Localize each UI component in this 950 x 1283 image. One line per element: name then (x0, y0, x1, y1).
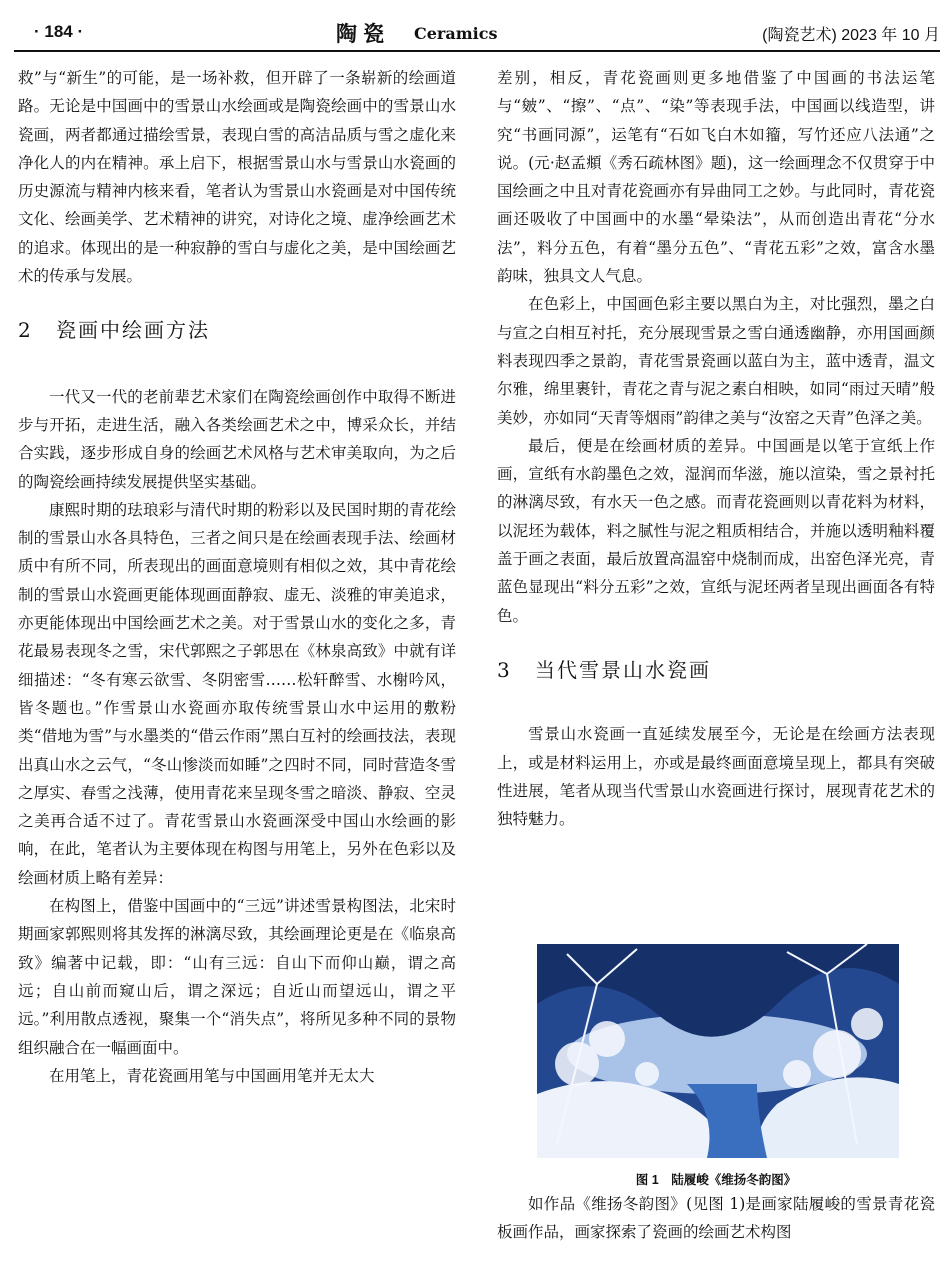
paragraph: 康熙时期的珐琅彩与清代时期的粉彩以及民国时期的青花绘制的雪景山水各具特色，三者之间只是在绘画表现手法、绘画材质中有所不同，所表现出的画面意境则有相似之效，其中青花绘制的雪景山水瓷画更能体现画面静寂、虚无、淡雅的审美追求，亦更能体现出中国绘画艺术之美。对于雪景山水的变化之多，青花最易表现冬之雪，宋代郭熙之子郭思在《林泉高致》中就有详细描述：“冬有寒云欲雪、冬阴密雪……松轩醉雪、水榭吟风，皆冬题也。”作雪景山水瓷画亦取传统雪景山水中运用的敷粉类“借地为雪”与水墨类的“借云作雨”黑白互衬的绘画技法，表现出真山水之云气，“冬山惨淡而如睡”之四时不同，同时营造冬雪之厚实、春雪之浅薄，使用青花来呈现冬雪之暗淡、静寂、空灵之美再合适不过了。青花雪景山水瓷画深受中国山水绘画的影响，在此，笔者认为主要体现在构图与用笔上，另外在色彩以及绘画材质上略有差异： (18, 500, 456, 887)
journal-title-en: Ceramics (414, 24, 498, 43)
section-title: 瓷画中绘画方法 (56, 318, 210, 343)
right-column (497, 64, 935, 833)
paragraph: 在构图上，借鉴中国画中的“三远”讲述雪景构图法，北宋时期画家郭熙则将其发挥的淋漓尽致，其绘画理论更是在《临泉高致》编著中记载，即：“山有三远：自山下而仰山巅，谓之高远；自山前而窥山后，谓之深远；自近山而望远山，谓之平远。”利用散点透视，聚集一个“消失点”，将所见多种不同的景物组织融合在一幅画面中。 (18, 897, 456, 1057)
paragraph: 在用笔上，青花瓷画用笔与中国画用笔并无太大 (49, 1066, 375, 1085)
section-number: 3 (497, 657, 510, 682)
paragraph: 如作品《维扬冬韵图》(见图 1)是画家陆履峻的雪景青花瓷板画作品，画家探索了瓷画的绘画艺术构图 (497, 1195, 935, 1242)
paragraph: 救”与“新生”的可能，是一场补救，但开辟了一条崭新的绘画道路。无论是中国画中的雪景山水绘画或是陶瓷绘画中的雪景山水瓷画，两者都通过描绘雪景，表现白雪的高洁品质与雪之虚化来净化人的内在精神。承上启下，根据雪景山水与雪景山水瓷画的历史源流与精神内核来看，笔者认为雪景山水瓷画是对中国传统文化、绘画美学、艺术精神的讲究，对诗化之境、虚净绘画艺术的追求。体现出的是一种寂静的雪白与虚化之美，是中国绘画艺术的传承与发展。 (18, 69, 456, 286)
paragraph: 在色彩上，中国画色彩主要以黑白为主，对比强烈，墨之白与宣之白相互衬托，充分展现雪景之雪白通透幽静，亦用国画颜料表现四季之景韵，青花雪景瓷画以蓝白为主，蓝中透青，温文尔雅，绵里裹针，青花之青与泥之素白相映，如同“雨过天晴”般美妙，亦如同“天青等烟雨”韵律之美与“汝窑之天青”色泽之美。 (497, 295, 935, 427)
journal-title-cn: 陶瓷 (336, 21, 390, 46)
snow-landscape-illustration (537, 944, 899, 1158)
issue-info: (陶瓷艺术) 2023 年 10 月 (762, 27, 940, 44)
section-number: 2 (18, 318, 31, 343)
section-title: 当代雪景山水瓷画 (535, 657, 711, 682)
section-heading-3 (497, 656, 935, 684)
paragraph: 最后，便是在绘画材质的差异。中国画是以笔于宣纸上作画，宣纸有水韵墨色之效，湿润而华滋，施以渲染，雪之景衬托的淋漓尽致，有水天一色之感。而青花瓷画则以青花料为材料，以泥坯为载体，料之腻性与泥之粗质相结合，并施以透明釉料覆盖于画之表面，最后放置高温窑中烧制而成，出窑色泽光亮，青蓝色显现出“料分五彩”之效，宣纸与泥坯两者呈现出画面各有特色。 (497, 436, 935, 625)
paragraph: 雪景山水瓷画一直延续发展至今，无论是在绘画方法表现上，或是材料运用上，亦或是最终画面意境呈现上，都具有突破性进展，笔者从现当代雪景山水瓷画进行探讨，展现青花艺术的独特魅力。 (497, 725, 935, 829)
paragraph: 差别，相反，青花瓷画则更多地借鉴了中国画的书法运笔与“皴”、“擦”、“点”、“染”等表现手法，中国画以线造型，讲究“书画同源”，运笔有“石如飞白木如籀，写竹还应八法通”之说。(元·赵孟頫《秀石疏林图》题)，这一绘画理念不仅贯穿于中国绘画之中且对青花瓷画亦有异曲同工之妙。与此同时，青花瓷画还吸收了中国画中的水墨“晕染法”，从而创造出青花“分水法”，料分五色，有着“墨分五色”、“青花五彩”之效，富含水墨韵味，独具文人气息。 (497, 69, 935, 286)
left-column (18, 64, 456, 1090)
figure-caption: 图 1 陆履峻《维扬冬韵图》 (635, 1173, 797, 1187)
paragraph: 一代又一代的老前辈艺术家们在陶瓷绘画创作中取得不断进步与开拓，走进生活，融入各类绘画艺术之中，博采众长，并结合实践，逐步形成自身的绘画艺术风格与艺术审美取向，为之后的陶瓷绘画持续发展提供坚实基础。 (18, 387, 456, 491)
page-number: · 184 · (34, 22, 84, 41)
figure-snow-landscape-painting (537, 944, 899, 1158)
section-heading-2 (18, 316, 456, 344)
right-column-bottom (497, 1190, 935, 1247)
page-header (14, 14, 940, 52)
